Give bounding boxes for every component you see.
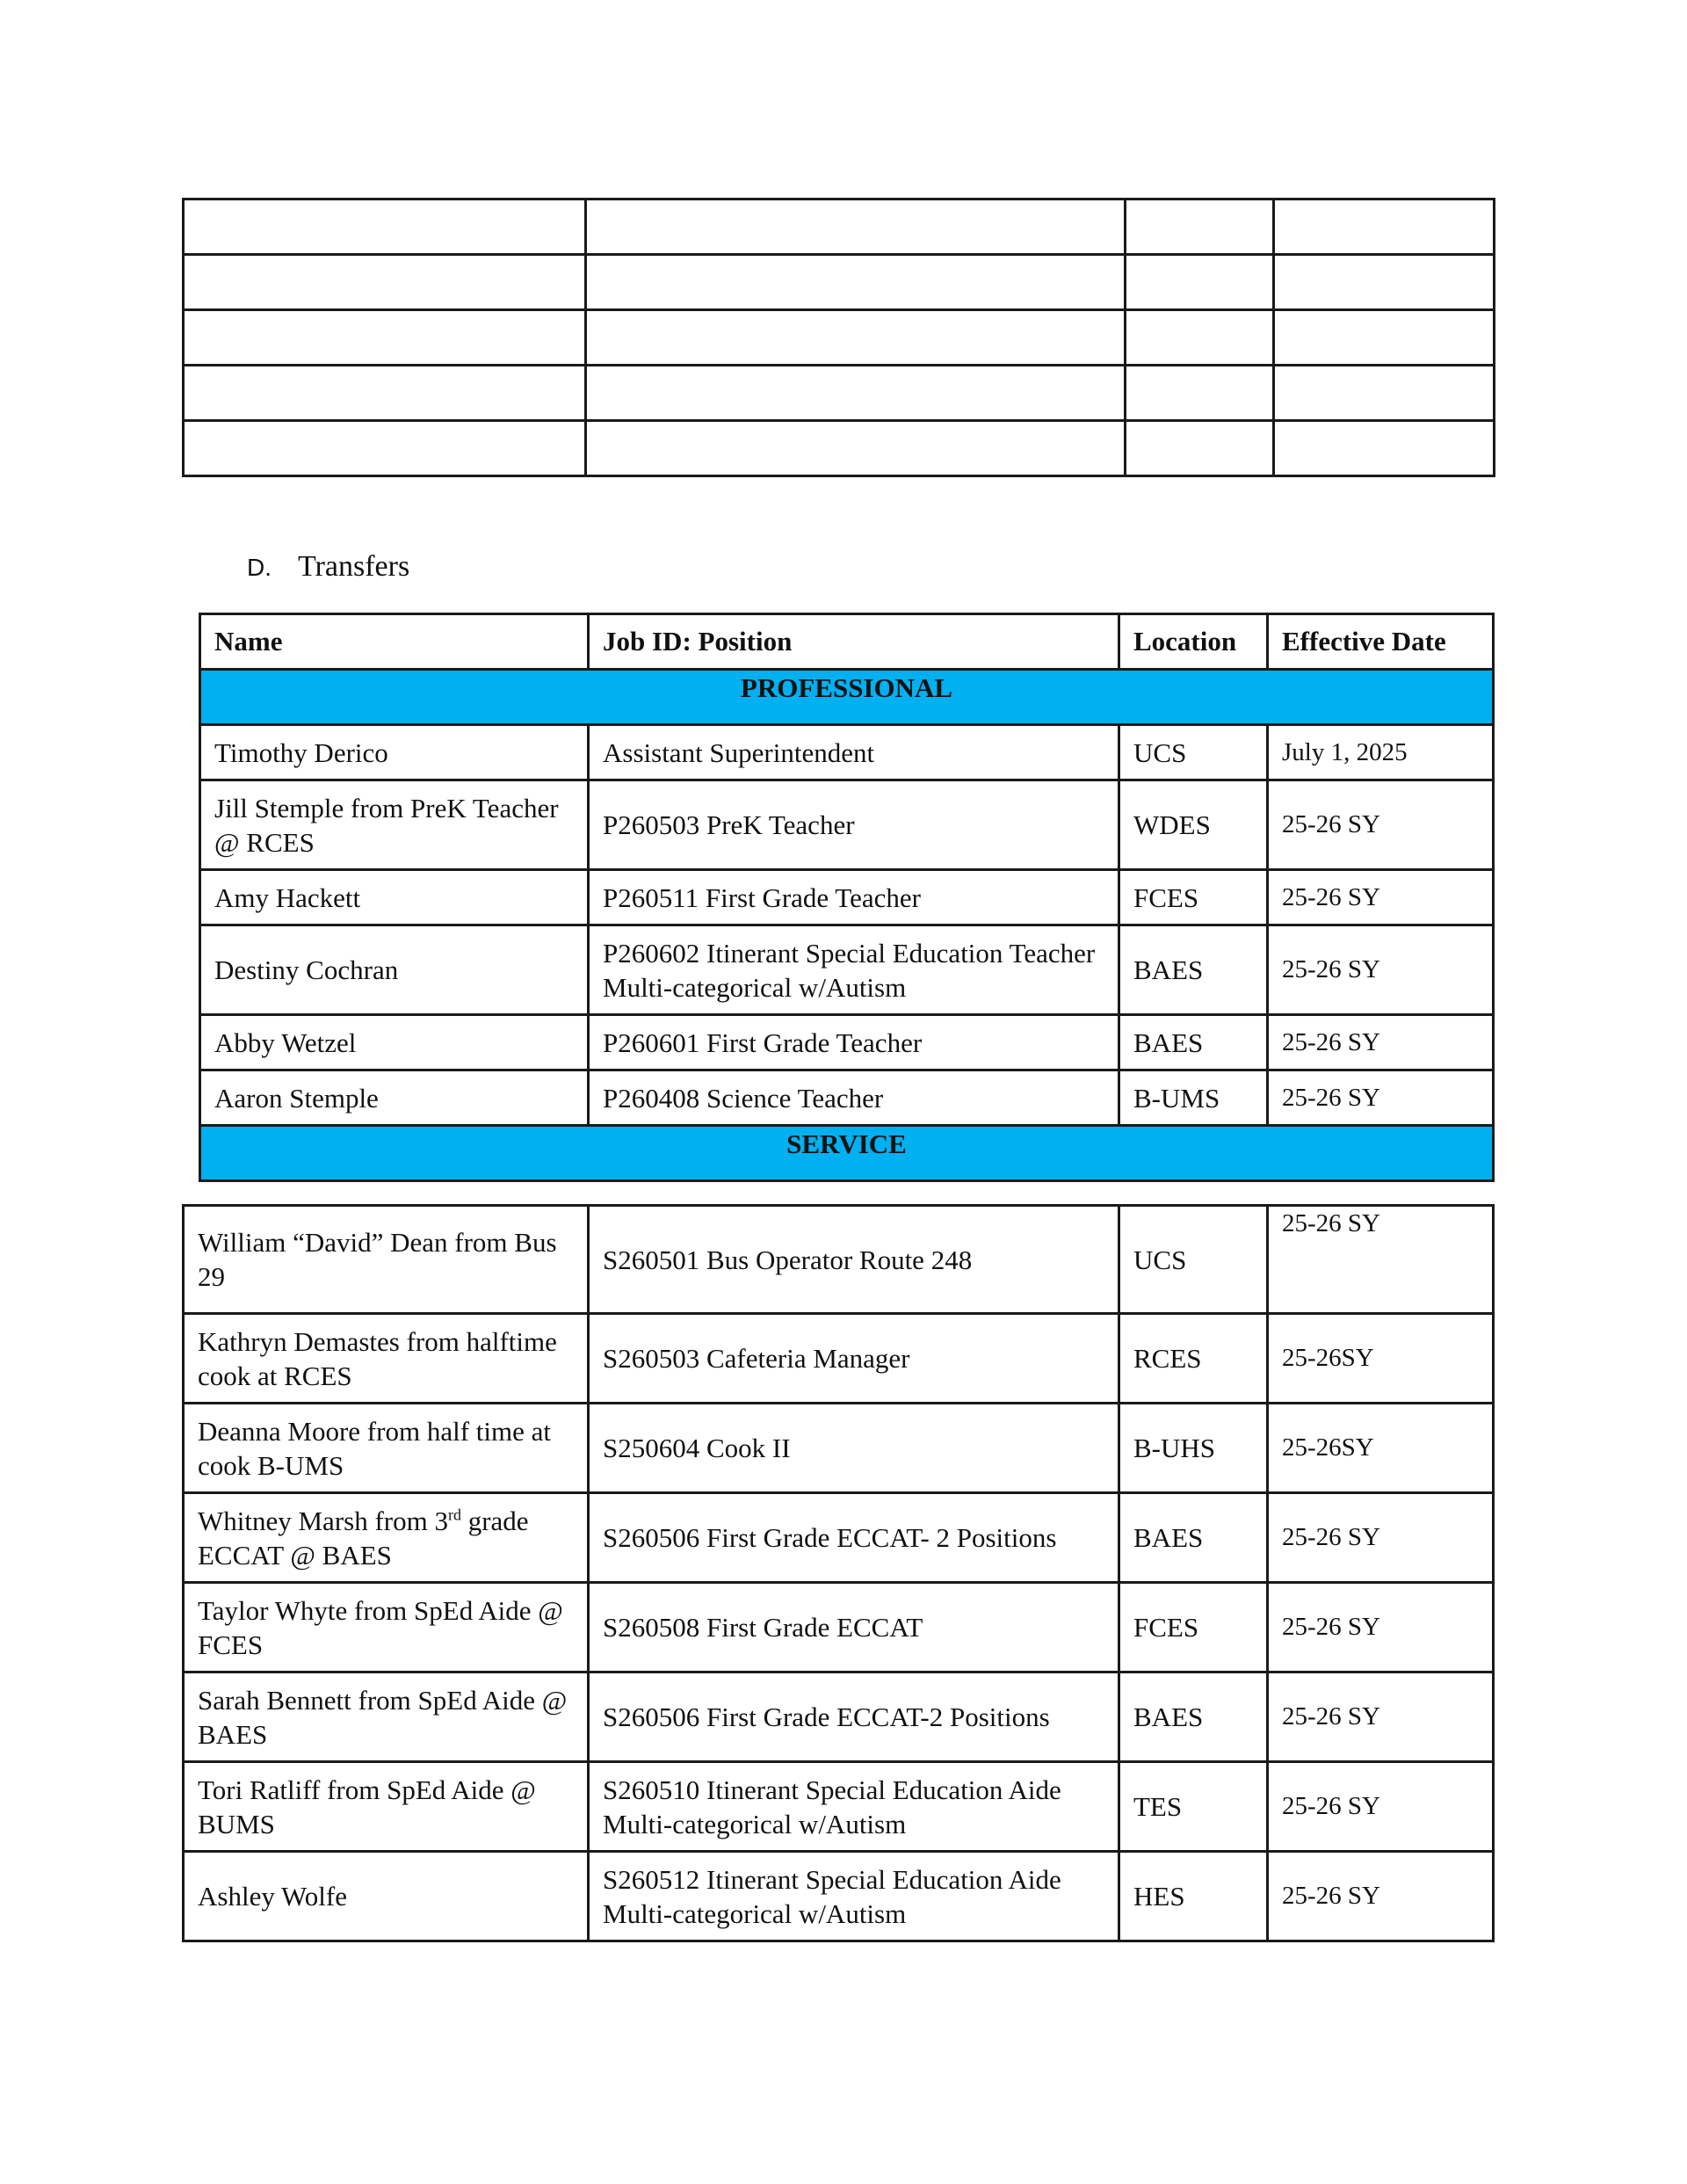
table-row — [200, 925, 1494, 1015]
name-cell: Tori Ratliff from SpEd Aide @ BUMS — [184, 1762, 589, 1852]
position-cell: P260601 First Grade Teacher — [589, 1015, 1119, 1070]
name-cell: Amy Hackett — [200, 870, 589, 925]
ordinal-suffix: rd — [447, 1506, 461, 1524]
service-label: SERVICE — [200, 1126, 1494, 1181]
location-cell: BAES — [1119, 925, 1268, 1015]
empty-row — [184, 200, 1495, 255]
professional-label: PROFESSIONAL — [200, 670, 1494, 725]
name-cell — [184, 1493, 589, 1583]
date-cell: July 1, 2025 — [1268, 725, 1494, 780]
name-cell: Sarah Bennett from SpEd Aide @ BAES — [184, 1672, 589, 1762]
location-cell: FCES — [1119, 1583, 1268, 1672]
location-cell: UCS — [1119, 725, 1268, 780]
professional-band — [200, 670, 1494, 725]
table-row — [184, 1493, 1494, 1583]
date-cell: 25-26 SY — [1268, 1852, 1494, 1941]
table-row — [184, 1206, 1494, 1314]
name-cell: Aaron Stemple — [200, 1070, 589, 1126]
name-cell: Ashley Wolfe — [184, 1852, 589, 1941]
section-title: Transfers — [298, 550, 410, 583]
date-cell: 25-26 SY — [1268, 1762, 1494, 1852]
date-cell: 25-26 SY — [1268, 870, 1494, 925]
table-row — [184, 1762, 1494, 1852]
position-cell: S260506 First Grade ECCAT-2 Positions — [589, 1672, 1119, 1762]
header-effective-date: Effective Date — [1268, 614, 1494, 670]
position-cell: S260510 Itinerant Special Education Aide Multi-categorical w/Autism — [589, 1762, 1119, 1852]
date-cell: 25-26 SY — [1268, 1015, 1494, 1070]
name-cell: William “David” Dean from Bus 29 — [184, 1206, 589, 1314]
location-cell: HES — [1119, 1852, 1268, 1941]
table-row — [184, 1852, 1494, 1941]
date-cell: 25-26 SY — [1268, 1493, 1494, 1583]
position-cell: S260503 Cafeteria Manager — [589, 1314, 1119, 1404]
empty-row — [184, 366, 1495, 421]
position-cell: S250604 Cook II — [589, 1404, 1119, 1493]
location-cell: BAES — [1119, 1015, 1268, 1070]
location-cell: WDES — [1119, 780, 1268, 870]
location-cell: RCES — [1119, 1314, 1268, 1404]
service-band — [200, 1126, 1494, 1181]
name-cell: Jill Stemple from PreK Teacher @ RCES — [200, 780, 589, 870]
empty-row — [184, 310, 1495, 366]
name-text-pre: Whitney Marsh from 3 — [198, 1505, 448, 1536]
table-row — [200, 1070, 1494, 1126]
position-cell: P260511 First Grade Teacher — [589, 870, 1119, 925]
empty-row — [184, 255, 1495, 310]
name-cell: Abby Wetzel — [200, 1015, 589, 1070]
date-cell: 25-26 SY — [1268, 1206, 1494, 1314]
date-cell: 25-26 SY — [1268, 1672, 1494, 1762]
date-cell: 25-26SY — [1268, 1404, 1494, 1493]
position-cell: P260602 Itinerant Special Education Teacher Multi-categorical w/Autism — [589, 925, 1119, 1015]
table-row — [184, 1672, 1494, 1762]
name-text-post: grade ECCAT @ BAES — [198, 1505, 529, 1571]
header-location: Location — [1119, 614, 1268, 670]
position-cell: S260501 Bus Operator Route 248 — [589, 1206, 1119, 1314]
header-position: Job ID: Position — [589, 614, 1119, 670]
name-cell: Timothy Derico — [200, 725, 589, 780]
table-row — [184, 1314, 1494, 1404]
location-cell: UCS — [1119, 1206, 1268, 1314]
location-cell: TES — [1119, 1762, 1268, 1852]
date-cell: 25-26 SY — [1268, 1583, 1494, 1672]
table-row — [200, 1015, 1494, 1070]
table-row — [200, 725, 1494, 780]
location-cell: BAES — [1119, 1493, 1268, 1583]
date-cell: 25-26 SY — [1268, 1070, 1494, 1126]
location-cell: B-UHS — [1119, 1404, 1268, 1493]
date-cell: 25-26 SY — [1268, 925, 1494, 1015]
name-cell: Destiny Cochran — [200, 925, 589, 1015]
name-cell: Deanna Moore from half time at cook B-UMS — [184, 1404, 589, 1493]
table-header-row — [200, 614, 1494, 670]
position-cell: P260503 PreK Teacher — [589, 780, 1119, 870]
transfers-table — [199, 613, 1495, 1182]
location-cell: FCES — [1119, 870, 1268, 925]
position-cell: Assistant Superintendent — [589, 725, 1119, 780]
date-cell: 25-26SY — [1268, 1314, 1494, 1404]
position-cell: S260512 Itinerant Special Education Aide Multi-categorical w/Autism — [589, 1852, 1119, 1941]
position-cell: S260506 First Grade ECCAT- 2 Positions — [589, 1493, 1119, 1583]
empty-table — [182, 198, 1495, 477]
table-row — [184, 1583, 1494, 1672]
position-cell: P260408 Science Teacher — [589, 1070, 1119, 1126]
table-row — [200, 870, 1494, 925]
location-cell: B-UMS — [1119, 1070, 1268, 1126]
name-cell: Taylor Whyte from SpEd Aide @ FCES — [184, 1583, 589, 1672]
position-cell: S260508 First Grade ECCAT — [589, 1583, 1119, 1672]
section-heading — [247, 550, 409, 584]
service-table — [182, 1204, 1495, 1942]
empty-row — [184, 421, 1495, 476]
table-row — [200, 780, 1494, 870]
header-name: Name — [200, 614, 589, 670]
date-cell: 25-26 SY — [1268, 780, 1494, 870]
table-row — [184, 1404, 1494, 1493]
name-cell: Kathryn Demastes from halftime cook at RCES — [184, 1314, 589, 1404]
location-cell: BAES — [1119, 1672, 1268, 1762]
section-letter: D. — [247, 554, 272, 581]
